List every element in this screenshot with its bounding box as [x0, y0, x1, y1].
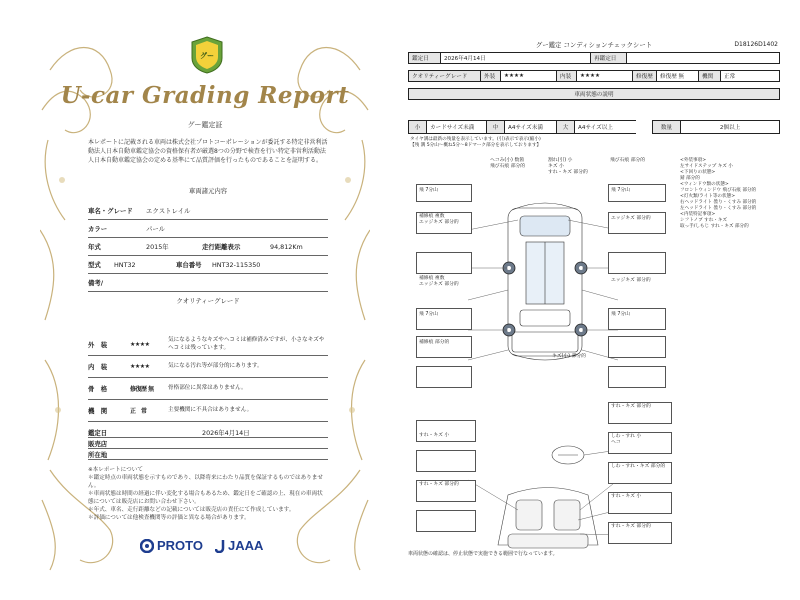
quality-grades — [88, 334, 328, 422]
special-notes: <外装事項> 左サイドステップ キズ 小 <下回りの状態> 錆 部分的 <ウィンドウ類の状態> フロントウィンドウ 飛び石痕 部分的 <灯火類/ライト等の状態> 右ヘッドライト 曇り・くすみ 部分的 左ヘッドライト 曇り・くすみ 部分的 <内装特記事項> シフトノブ すれ・キズ 取っ手/しもじ すれ・キズ 部分的 — [680, 158, 757, 229]
location-label: 所在地 — [88, 450, 108, 459]
size-legend-row — [408, 120, 780, 134]
grade-row-frame — [88, 378, 328, 400]
vehicle-info — [88, 202, 328, 292]
jaaa-logo-text: JAAA — [228, 538, 264, 553]
grade-label: 機 関 — [88, 407, 108, 415]
size-small-desc: カードサイズ未満 — [426, 120, 486, 134]
store-row — [88, 438, 328, 449]
vehicle-name-value: エクストレイル — [146, 207, 191, 215]
logos — [140, 538, 263, 553]
certificate-subtitle: グー鑑定証 — [187, 121, 223, 129]
grade-label: 骨 格 — [88, 385, 108, 393]
callout-text: 飛 7分山 — [611, 312, 630, 317]
callout-text: しわ・すれ 小 ヘコ — [611, 434, 642, 445]
callout-text: ヘコみ(小) 数箇 飛び石痕 部分的 — [490, 158, 526, 169]
exterior-value: ★★★★ — [501, 71, 557, 81]
callout-text: しわ・すれ・キズ 部分的 — [611, 464, 666, 469]
proto-logo — [140, 538, 203, 553]
note-item: ＊年式、車名、走行距離などの記載については販売店の責任にて作成しています。 — [88, 507, 295, 513]
callout-text: 補修痕 複数 エッジキズ 部分的 — [419, 214, 459, 225]
appraisal-date-value: 2026年4月14日 — [202, 428, 250, 437]
callout-text: 飛 7分山 — [419, 188, 438, 193]
callout-box — [608, 336, 666, 358]
appraisal-date-label: 鑑定日 — [88, 428, 108, 437]
vehicle-section-heading: 車両諸元内容 — [188, 187, 228, 195]
vehicle-year-row — [88, 238, 328, 256]
exterior-label: 外装 — [481, 71, 501, 81]
grade-row-engine — [88, 400, 328, 422]
vehicle-year-label: 年式 — [88, 243, 101, 251]
tire-legend-note: タイヤ溝は最新の残量を表示しています。(引)表示で表示(縮小) 【残 溝 5分山～概ね5分～8ドマーク部分を表示しております】 — [410, 137, 542, 148]
engine-label: 機関 — [699, 71, 721, 81]
note-item: ＊評価については他検査機関等の評価と異なる場合があります。 — [88, 515, 250, 521]
size-mid-desc: A4サイズ未満 — [504, 120, 556, 134]
jaaa-logo — [215, 538, 263, 553]
callout-text: 補修痕 部分的 — [419, 340, 450, 345]
notes-title: ※本レポートについて — [88, 467, 143, 473]
sheet-id: D18126D1402 — [734, 41, 778, 48]
sheet-date-value: 2026年4月14日 — [441, 53, 591, 63]
mileage-label: 走行距離表示 — [202, 243, 241, 251]
callout-box — [416, 510, 476, 532]
repair-value: 修復歴 無 — [657, 71, 699, 81]
model-value: HNT32 — [114, 260, 136, 269]
store-label: 販売店 — [88, 439, 108, 448]
certificate-title: U-car Grading Report — [60, 82, 350, 109]
callout-text: 割れ(引) 小 キズ 小 すれ・キズ 部分的 — [548, 158, 588, 175]
proto-logo-text: PROTO — [157, 538, 203, 553]
callout-box — [416, 450, 476, 472]
sheet-footnote: 車両状態の確認は、停止状態で実施できる範囲で行なっています。 — [408, 551, 558, 557]
callout-text: すれ・キズ 小 — [611, 494, 642, 499]
callout-text: 飛び石痕 部分的 — [610, 158, 646, 163]
remarks-label: 備考/ — [88, 279, 104, 287]
grade-value: 修復歴 無 — [130, 386, 154, 393]
chassis-label: 車台番号 — [176, 261, 202, 269]
size-mid-label: 中 — [486, 120, 504, 134]
grade-note: 主要機関に不具合はありません。 — [168, 406, 253, 413]
vehicle-color-label: カラー — [88, 225, 108, 233]
grade-note: 気になる汚れ等が部分的にあります。 — [168, 362, 263, 369]
interior-label: 内装 — [557, 71, 577, 81]
vehicle-model-row — [88, 256, 328, 274]
sheet-grade-row — [408, 70, 780, 82]
callout-box — [416, 252, 472, 274]
size-small-label: 小 — [408, 120, 426, 134]
interior-value: ★★★★ — [577, 71, 633, 81]
sheet-title: グー鑑定 コンディションチェックシート — [535, 41, 653, 49]
callout-text: 飛 7分山 — [419, 312, 438, 317]
grade-value: 正 常 — [130, 408, 147, 415]
grade-label: 内 装 — [88, 363, 108, 371]
callout-text: エッジキズ 部分的 — [611, 216, 651, 221]
goo-badge-icon — [190, 36, 224, 74]
vehicle-color-row — [88, 220, 328, 238]
quality-label: クオリティーグレード — [409, 71, 481, 81]
callout-text: すれ・キズ 小 — [419, 433, 450, 438]
quality-section-heading: クオリティーグレード — [176, 297, 240, 305]
vehicle-name-row — [88, 202, 328, 220]
remarks-row — [88, 274, 328, 292]
callout-text: すれ・キズ 部分的 — [611, 524, 651, 529]
callout-text: エッジキズ 部分的 — [611, 278, 651, 283]
engine-value: 正常 — [724, 74, 736, 80]
reappraisal-value — [627, 53, 779, 63]
size-large-label: 大 — [556, 120, 574, 134]
svg-text:グー: グー — [200, 52, 214, 60]
vehicle-color-value: パール — [146, 225, 166, 233]
callout-text: 補修痕 複数 エッジキズ 部分的 — [419, 276, 459, 287]
explain-row — [408, 88, 780, 100]
grade-value: ★★★★ — [130, 363, 150, 370]
grade-row-exterior — [88, 334, 328, 356]
grading-certificate — [40, 30, 370, 575]
callout-text: キズ(小) 部分的 — [552, 354, 586, 359]
vehicle-name-label: 車名・グレード — [88, 207, 133, 215]
callout-text: すれ・キズ 部分的 — [611, 404, 651, 409]
explain-label: 車両状態の説明 — [409, 89, 779, 99]
callout-text: 飛 7分山 — [611, 188, 630, 193]
callout-text: すれ・キズ 部分的 — [419, 482, 459, 487]
appraisal-date-row — [88, 427, 328, 438]
callout-box — [608, 252, 666, 274]
reappraisal-label: 再鑑定日 — [591, 53, 627, 63]
appraisal-details — [88, 427, 328, 460]
report-notes — [88, 466, 328, 522]
certificate-intro: 本レポートに記載される車両は株式会社プロトコーポレーションが委託する特定非営利活動法人日本自動車鑑定協会の資格保有者が厳選8つの分野で検査を行い特定非営利活動法人日本自動車鑑定協会の定める基準にて品質評価を行ったものであることを証明する。 — [88, 139, 328, 165]
size-large-desc: A4サイズ以上 — [574, 120, 636, 134]
condition-check-sheet — [408, 40, 780, 558]
sheet-date-row — [408, 52, 780, 64]
callout-box — [608, 366, 666, 388]
repair-label: 修復歴 — [633, 71, 657, 81]
callout-box — [416, 366, 472, 388]
vehicle-year-value: 2015年 — [146, 243, 169, 251]
note-item: ＊車両状態は時間の経過に伴い変化する場合もあるため、鑑定日をご確認の上、現在の車両状態については販売店にお問い合わせ下さい。 — [88, 491, 323, 505]
note-item: ＊鑑定時点の車両状態を示すものであり、以降将来にわたり品質を保証するものではありません。 — [88, 475, 323, 489]
count-label: 数量 — [652, 120, 680, 134]
mileage-value: 94,812Km — [270, 242, 303, 251]
grade-note: 気になるようなキズやヘコミは補修済みですが、小さなキズやヘコミは残っています。 — [168, 337, 325, 351]
grade-value: ★★★★ — [130, 341, 150, 348]
jaaa-mark-icon — [215, 539, 225, 553]
grade-label: 外 装 — [88, 341, 108, 349]
count-value: 2個以上 — [680, 120, 780, 134]
grade-note: 骨格部位に異常はありません。 — [168, 384, 247, 391]
proto-mark-icon — [140, 539, 154, 553]
sheet-date-label: 鑑定日 — [409, 53, 441, 63]
chassis-value: HNT32-115350 — [212, 260, 261, 269]
location-row — [88, 449, 328, 460]
grade-row-interior — [88, 356, 328, 378]
model-label: 型式 — [88, 261, 101, 269]
